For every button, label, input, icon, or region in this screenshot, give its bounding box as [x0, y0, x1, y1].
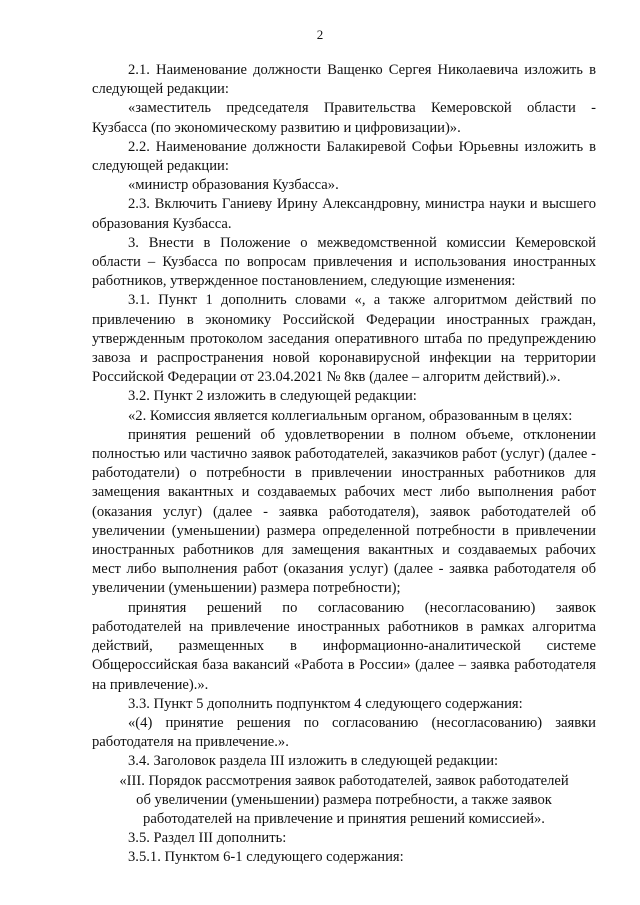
paragraph-3-2: 3.2. Пункт 2 изложить в следующей редакции:: [128, 388, 417, 405]
paragraph-2-2: 2.2. Наименование должности Балакиревой Софьи Юрьевны изложить в следующей редакции:: [92, 138, 596, 175]
paragraph-3-2-item-1: принятия решений об удовлетворении в полном объеме, отклонении полностью или частично заявок работодателей, заказчиков работ (услуг) (далее - работодатели) о потребности в привлечении иностранных работников для замещения вакантных и создаваемых рабочих мест либо выполнения работ (оказания услуг) (далее - заявка работодателя), заявок работодателей об увеличении (уменьшении) размера определенной потребности в привлечении иностранных работников для замещения вакантных и создаваемых рабочих мест либо выполнения работ (оказания услуг) (далее - заявка работодателя об увеличении (уменьшении) размера потребности);: [92, 426, 596, 597]
page-number: 2: [316, 27, 324, 42]
paragraph-3-2-item-2: принятия решений по согласованию (несогласованию) заявок работодателей на привлечение иностранных работников в рамках алгоритма действий, размещенных в информационно-аналитической системе Общероссийская база вакансий «Работа в России» (далее – заявка работодателя на привлечение).».: [92, 599, 596, 693]
paragraph-3-5: 3.5. Раздел III дополнить:: [128, 830, 287, 847]
paragraph-3-3: 3.3. Пункт 5 дополнить подпунктом 4 следующего содержания:: [128, 695, 523, 712]
paragraph-2-3: 2.3. Включить Ганиеву Ирину Александровну, министра науки и высшего образования Кузбасса.: [92, 196, 596, 232]
heading-quote-line-2: об увеличении (уменьшении) размера потребности, а также заявок: [136, 791, 552, 808]
paragraph-3-5-1: 3.5.1. Пунктом 6-1 следующего содержания:: [128, 849, 404, 866]
paragraph-3-1: 3.1. Пункт 1 дополнить словами «, а также алгоритмом действий по привлечению в экономику Российской Федерации иностранных граждан, утвержденным протоколом заседания оперативного штаба по предупреждению завоза и распространения новой коронавирусной инфекции на территории Российской Федерации от 23.04.2021 № 8кв (далее – алгоритм действий).».: [92, 292, 596, 386]
section-iii-heading-quote: [92, 772, 596, 830]
paragraph-2-2-quote: «министр образования Кузбасса».: [128, 177, 339, 194]
paragraph-3: 3. Внести в Положение о межведомственной комиссии Кемеровской области – Кузбасса по вопросам привлечения и использования иностранных работников, утвержденное постановлением, следующие изменения:: [92, 234, 596, 290]
document-body: [92, 61, 596, 868]
paragraph-2-1-quote: «заместитель председателя Правительства Кемеровской области - Кузбасса (по экономическому развитию и цифровизации)».: [92, 100, 596, 136]
paragraph-3-2-quote-start: «2. Комиссия является коллегиальным органом, образованным в целях:: [128, 407, 573, 424]
paragraph-2-1: 2.1. Наименование должности Ващенко Сергея Николаевича изложить в следующей редакции:: [92, 62, 596, 98]
paragraph-3-3-quote: «(4) принятие решения по согласованию (несогласованию) заявки работодателя на привлечение.».: [92, 714, 596, 751]
heading-quote-line-3: работодателей на привлечение и принятия решений комиссией».: [143, 810, 545, 827]
paragraph-3-4: 3.4. Заголовок раздела III изложить в следующей редакции:: [128, 753, 499, 770]
heading-quote-line-1: «III. Порядок рассмотрения заявок работодателей, заявок работодателей: [119, 772, 569, 789]
